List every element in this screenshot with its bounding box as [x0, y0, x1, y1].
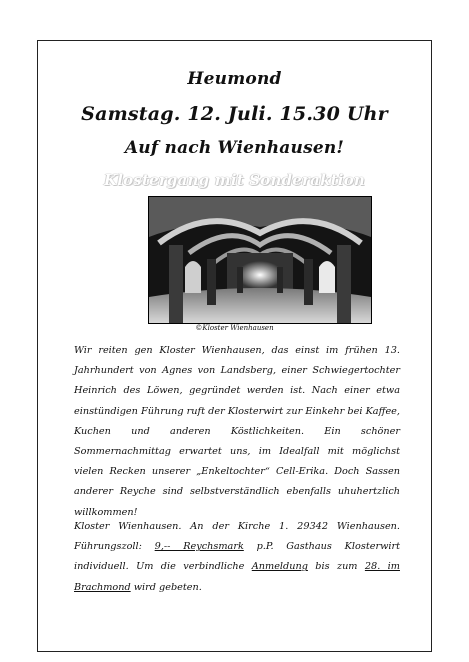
intro-paragraph: Wir reiten gen Kloster Wienhausen, das einst im frühen 13. Jahrhundert von Agnes von Landsberg, einer Schwiegertochter Heinrich des Löwen, gegründet werden ist. Nach einer etwa einstündigen Führung ruft der Klosterwirt zur Einkehr bei Kaffee, Kuchen und anderen Köstlichkeiten. Ein schöner Sommernachmittag erwartet uns, im Idealfall mit möglichst vielen Recken unserer „Enkeltochter“ Cell-Erika. Doch Sassen anderer Reyche sind selbstverständlich ebenfalls uhuhertzlich willkommen! [74, 345, 400, 518]
headline: Auf nach Wienhausen! [124, 138, 345, 158]
date-heading: Samstag. 12. Juli. 15.30 Uhr [81, 103, 388, 125]
address-text: Kloster Wienhausen. An der Kirche 1. 29342 Wienhausen. [74, 521, 400, 532]
registration-prefix: Um die verbindliche [136, 561, 252, 573]
fee-prefix: Führungszoll: [74, 541, 155, 553]
registration-suffix: wird gebeten. [130, 581, 202, 593]
flyer-page [37, 40, 432, 652]
photo-caption: ©Kloster Wienhausen [195, 324, 274, 332]
registration-date: 28. im Brachmond [74, 561, 400, 593]
cloister-photo [148, 196, 372, 324]
registration-middle: bis zum [307, 561, 365, 573]
fee-value: 9,-- Reychsmark [154, 541, 244, 553]
month-heading: Heumond [187, 69, 282, 89]
fee-suffix: p.P. Gasthaus Klosterwirt individuell. [74, 541, 400, 573]
details-paragraph [74, 517, 400, 598]
registration-word: Anmeldung [251, 561, 308, 573]
subtitle-outline: Klostergang mit Sonderaktion [103, 171, 366, 189]
